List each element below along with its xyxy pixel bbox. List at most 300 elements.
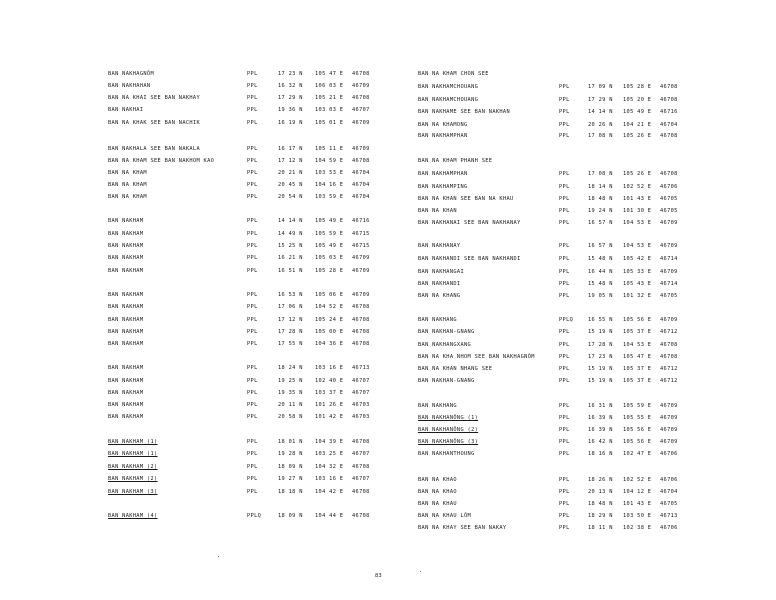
- longitude: 105 00 E: [315, 329, 344, 335]
- place-name: BAN NA KHAN NHANG SEE: [418, 366, 493, 372]
- map-sheet-number: 46707: [352, 107, 370, 113]
- place-name: BAN NAKHAME SEE BAN NAKHAN: [418, 109, 511, 115]
- longitude: 102 52 E: [623, 184, 652, 190]
- map-sheet-number: 46708: [352, 464, 370, 470]
- map-sheet-number: 46713: [660, 513, 678, 519]
- longitude: 101 43 E: [623, 196, 652, 202]
- feature-designation: PPL: [559, 366, 570, 372]
- map-sheet-number: 46709: [352, 146, 370, 152]
- latitude: 19 28 N: [278, 451, 303, 457]
- gazetteer-entry: [0, 195, 776, 204]
- map-sheet-number: 46705: [660, 293, 678, 299]
- latitude: 15 19 N: [588, 378, 613, 384]
- map-sheet-number: 46707: [352, 378, 370, 384]
- map-sheet-number: 46715: [352, 243, 370, 249]
- feature-designation: PPL: [247, 464, 258, 470]
- map-sheet-number: 46709: [352, 120, 370, 126]
- longitude: 105 43 E: [623, 281, 652, 287]
- longitude: 104 16 E: [315, 182, 344, 188]
- latitude: 14 14 N: [588, 109, 613, 115]
- latitude: 18 29 N: [588, 513, 613, 519]
- gazetteer-entry: [0, 316, 776, 325]
- place-name: BAN NAKHAMPHAN: [418, 171, 468, 177]
- longitude: 105 37 E: [623, 366, 652, 372]
- feature-designation: PPL: [247, 83, 258, 89]
- longitude: 104 36 E: [315, 341, 344, 347]
- longitude: 104 53 E: [623, 220, 652, 226]
- feature-designation: PPL: [559, 329, 570, 335]
- latitude: 17 12 N: [278, 317, 303, 323]
- gazetteer-entry: [0, 292, 776, 301]
- feature-designation: PPL: [247, 146, 258, 152]
- place-name: BAN NAKHANG: [418, 317, 457, 323]
- place-name: BAN NAKHANG: [418, 403, 457, 409]
- latitude: 17 28 N: [278, 329, 303, 335]
- latitude: 16 51 N: [278, 268, 303, 274]
- place-name: BAN NAKHAM: [108, 268, 144, 274]
- place-name: BAN NA KHAM PHANH SEE: [418, 158, 493, 164]
- longitude: 101 26 E: [315, 402, 344, 408]
- map-sheet-number: 46714: [660, 256, 678, 262]
- longitude: 104 52 E: [315, 304, 344, 310]
- place-name: BAN NAKHAM (1): [108, 439, 158, 445]
- place-name: BAN NA KHAM SEE BAN NAKHOM KAO: [108, 158, 215, 164]
- gazetteer-entry: [0, 268, 776, 277]
- place-name: BAN NAKHANÔNG (2): [418, 427, 479, 433]
- latitude: 15 19 N: [588, 366, 613, 372]
- feature-designation: PPL: [559, 97, 570, 103]
- place-name: BAN NA KHA NHOM SEE BAN NAKHAGNÔM: [418, 354, 535, 360]
- longitude: 105 11 E: [315, 146, 344, 152]
- scan-speck: [218, 556, 219, 557]
- place-name: BAN NA KHAM CHON SEE: [418, 71, 489, 77]
- place-name: BAN NAKHAMPHAN: [418, 133, 468, 139]
- longitude: 104 42 E: [315, 489, 344, 495]
- feature-designation: PPL: [247, 329, 258, 335]
- feature-designation: PPL: [559, 220, 570, 226]
- place-name: BAN NAKHAN-GNANG: [418, 378, 475, 384]
- map-sheet-number: 46705: [660, 196, 678, 202]
- gazetteer-entry: [0, 280, 776, 289]
- map-sheet-number: 46706: [660, 525, 678, 531]
- place-name: BAN NAKHAM: [108, 390, 144, 396]
- map-sheet-number: 46708: [352, 158, 370, 164]
- map-sheet-number: 46709: [352, 255, 370, 261]
- feature-designation: PPL: [247, 255, 258, 261]
- feature-designation: PPL: [247, 402, 258, 408]
- gazetteer-entry: [0, 83, 776, 92]
- feature-designation: PPL: [559, 513, 570, 519]
- map-sheet-number: 46706: [660, 477, 678, 483]
- place-name: BAN NAKHAM: [108, 255, 144, 261]
- map-sheet-number: 46709: [352, 83, 370, 89]
- place-name: BAN NAKHAN-GNANG: [418, 329, 475, 335]
- map-sheet-number: 46708: [352, 71, 370, 77]
- longitude: 103 25 E: [315, 451, 344, 457]
- feature-designation: PPL: [247, 218, 258, 224]
- gazetteer-entry: [0, 353, 776, 362]
- longitude: 104 44 E: [315, 513, 344, 519]
- feature-designation: PPL: [559, 403, 570, 409]
- longitude: 105 37 E: [623, 378, 652, 384]
- gazetteer-entry: [0, 500, 776, 509]
- latitude: 19 27 N: [278, 476, 303, 482]
- feature-designation: PPL: [247, 182, 258, 188]
- feature-designation: PPL: [247, 341, 258, 347]
- feature-designation: PPL: [559, 122, 570, 128]
- longitude: 105 49 E: [315, 218, 344, 224]
- feature-designation: PPL: [559, 256, 570, 262]
- feature-designation: PPLQ: [247, 513, 262, 519]
- longitude: 103 03 E: [315, 107, 344, 113]
- place-name: BAN NA KHAN: [418, 208, 457, 214]
- place-name: BAN NAKHAM (3): [108, 489, 158, 495]
- map-sheet-number: 46704: [660, 122, 678, 128]
- gazetteer-entry: [0, 96, 776, 105]
- latitude: 17 55 N: [278, 341, 303, 347]
- latitude: 17 12 N: [278, 158, 303, 164]
- feature-designation: PPL: [559, 477, 570, 483]
- latitude: 20 13 N: [588, 489, 613, 495]
- latitude: 20 54 N: [278, 194, 303, 200]
- feature-designation: PPL: [559, 342, 570, 348]
- feature-designation: PPL: [559, 451, 570, 457]
- feature-designation: PPL: [247, 71, 258, 77]
- gazetteer-entry: [0, 132, 776, 141]
- latitude: 20 26 N: [588, 122, 613, 128]
- map-sheet-number: 46706: [660, 451, 678, 457]
- place-name: BAN NAKHANAI SEE BAN NAKHANAY: [418, 220, 521, 226]
- latitude: 16 53 N: [278, 292, 303, 298]
- map-sheet-number: 46708: [352, 513, 370, 519]
- gazetteer-entry: [0, 450, 776, 459]
- latitude: 18 01 N: [278, 439, 303, 445]
- place-name: BAN NAKHAM: [108, 317, 144, 323]
- latitude: 19 25 N: [278, 378, 303, 384]
- map-sheet-number: 46708: [660, 342, 678, 348]
- longitude: 105 01 E: [315, 120, 344, 126]
- feature-designation: PPL: [247, 243, 258, 249]
- feature-designation: PPL: [247, 390, 258, 396]
- latitude: 18 09 N: [278, 513, 303, 519]
- place-name: BAN NA KHAI SEE BAN NAKHAY: [108, 95, 201, 101]
- map-sheet-number: 46708: [660, 84, 678, 90]
- latitude: 17 06 N: [278, 304, 303, 310]
- longitude: 104 12 E: [623, 489, 652, 495]
- feature-designation: PPL: [559, 84, 570, 90]
- longitude: 105 59 E: [623, 403, 652, 409]
- map-sheet-number: 46705: [660, 501, 678, 507]
- map-sheet-number: 46704: [660, 489, 678, 495]
- gazetteer-entry: [0, 402, 776, 411]
- gazetteer-entry: [0, 183, 776, 192]
- feature-designation: PPL: [247, 158, 258, 164]
- feature-designation: PPL: [559, 489, 570, 495]
- latitude: 16 39 N: [588, 415, 613, 421]
- map-sheet-number: 46708: [660, 133, 678, 139]
- gazetteer-entry: [0, 341, 776, 350]
- place-name: BAN NAKHANÔNG (3): [418, 439, 479, 445]
- gazetteer-entry: [0, 108, 776, 117]
- map-sheet-number: 46704: [352, 170, 370, 176]
- gazetteer-entry: [0, 377, 776, 386]
- longitude: 104 53 E: [623, 342, 652, 348]
- feature-designation: PPL: [247, 231, 258, 237]
- longitude: 105 56 E: [623, 427, 652, 433]
- latitude: 16 32 N: [278, 83, 303, 89]
- feature-designation: PPL: [559, 525, 570, 531]
- feature-designation: PPL: [247, 292, 258, 298]
- latitude: 17 29 N: [278, 95, 303, 101]
- gazetteer-entry: [0, 157, 776, 166]
- map-sheet-number: 46709: [660, 427, 678, 433]
- feature-designation: PPL: [247, 304, 258, 310]
- gazetteer-entry: [0, 230, 776, 239]
- latitude: 14 49 N: [278, 231, 303, 237]
- place-name: BAN NA KHAY SEE BAN NAKAY: [418, 525, 507, 531]
- latitude: 18 14 N: [588, 184, 613, 190]
- place-name: BAN NA KHAK SEE BAN NACHIK: [108, 120, 201, 126]
- longitude: 102 52 E: [623, 477, 652, 483]
- longitude: 105 21 E: [315, 95, 344, 101]
- longitude: 105 42 E: [623, 256, 652, 262]
- latitude: 15 19 N: [588, 329, 613, 335]
- latitude: 20 11 N: [278, 402, 303, 408]
- longitude: 105 24 E: [315, 317, 344, 323]
- latitude: 18 11 N: [588, 525, 613, 531]
- map-sheet-number: 46704: [352, 182, 370, 188]
- feature-designation: PPL: [247, 439, 258, 445]
- feature-designation: PPL: [559, 269, 570, 275]
- latitude: 17 23 N: [278, 71, 303, 77]
- map-sheet-number: 46708: [352, 439, 370, 445]
- latitude: 17 08 N: [588, 171, 613, 177]
- longitude: 103 16 E: [315, 365, 344, 371]
- gazetteer-entry: [0, 389, 776, 398]
- map-sheet-number: 46709: [352, 292, 370, 298]
- place-name: BAN NA KHAMONG: [418, 122, 468, 128]
- latitude: 16 44 N: [588, 269, 613, 275]
- place-name: BAN NAKHAM: [108, 402, 144, 408]
- latitude: 16 55 N: [588, 317, 613, 323]
- longitude: 105 56 E: [623, 439, 652, 445]
- feature-designation: PPL: [559, 415, 570, 421]
- latitude: 19 36 N: [278, 107, 303, 113]
- latitude: 20 58 N: [278, 414, 303, 420]
- place-name: BAN NAKHAM (2): [108, 476, 158, 482]
- latitude: 17 23 N: [588, 354, 613, 360]
- longitude: 101 42 E: [315, 414, 344, 420]
- map-sheet-number: 46703: [352, 402, 370, 408]
- gazetteer-entry: [0, 524, 776, 533]
- page-number: 83: [375, 573, 382, 579]
- longitude: 102 40 E: [315, 378, 344, 384]
- latitude: 16 19 N: [278, 120, 303, 126]
- feature-designation: PPL: [559, 354, 570, 360]
- map-sheet-number: 46707: [352, 390, 370, 396]
- latitude: 17 08 N: [588, 133, 613, 139]
- gazetteer-entry: [0, 476, 776, 485]
- longitude: 104 59 E: [315, 158, 344, 164]
- feature-designation: PPL: [559, 281, 570, 287]
- latitude: 16 17 N: [278, 146, 303, 152]
- latitude: 14 14 N: [278, 218, 303, 224]
- feature-designation: PPL: [559, 439, 570, 445]
- map-sheet-number: 46705: [660, 208, 678, 214]
- longitude: 105 49 E: [623, 109, 652, 115]
- longitude: 102 38 E: [623, 525, 652, 531]
- map-sheet-number: 46709: [660, 243, 678, 249]
- longitude: 105 26 E: [623, 133, 652, 139]
- longitude: 105 37 E: [623, 329, 652, 335]
- place-name: BAN NAKHAM: [108, 365, 144, 371]
- longitude: 103 53 E: [315, 170, 344, 176]
- gazetteer-entry: [0, 426, 776, 435]
- map-sheet-number: 46708: [352, 304, 370, 310]
- map-sheet-number: 46709: [660, 269, 678, 275]
- place-name: BAN NAKHAHAN: [108, 83, 151, 89]
- longitude: 103 59 E: [315, 194, 344, 200]
- latitude: 20 45 N: [278, 182, 303, 188]
- feature-designation: PPL: [247, 489, 258, 495]
- gazetteer-entry: [0, 488, 776, 497]
- feature-designation: PPL: [247, 414, 258, 420]
- longitude: 104 32 E: [315, 464, 344, 470]
- place-name: BAN NA KHAU: [418, 501, 457, 507]
- place-name: BAN NAKHAM: [108, 329, 144, 335]
- latitude: 16 39 N: [588, 427, 613, 433]
- map-sheet-number: 46708: [352, 329, 370, 335]
- gazetteer-entry: [0, 145, 776, 154]
- scan-speck: [420, 571, 421, 572]
- place-name: BAN NA KHANG: [418, 293, 461, 299]
- feature-designation: PPL: [247, 451, 258, 457]
- feature-designation: PPL: [559, 427, 570, 433]
- map-sheet-number: 46709: [660, 317, 678, 323]
- map-sheet-number: 46708: [352, 95, 370, 101]
- place-name: BAN NAKHAM: [108, 414, 144, 420]
- feature-designation: PPL: [247, 365, 258, 371]
- longitude: 105 20 E: [623, 97, 652, 103]
- latitude: 18 48 N: [588, 501, 613, 507]
- feature-designation: PPL: [247, 107, 258, 113]
- map-sheet-number: 46713: [352, 365, 370, 371]
- place-name: BAN NAKHAM: [108, 378, 144, 384]
- feature-designation: PPL: [559, 184, 570, 190]
- place-name: BAN NAKHANGAI: [418, 269, 465, 275]
- longitude: 104 39 E: [315, 439, 344, 445]
- feature-designation: PPL: [559, 243, 570, 249]
- place-name: BAN NAKHAM: [108, 218, 144, 224]
- longitude: 101 30 E: [623, 208, 652, 214]
- longitude: 105 33 E: [623, 269, 652, 275]
- gazetteer-entry: [0, 170, 776, 179]
- longitude: 105 28 E: [623, 84, 652, 90]
- place-name: BAN NAKHAM: [108, 304, 144, 310]
- map-sheet-number: 46712: [660, 329, 678, 335]
- map-sheet-number: 46709: [660, 403, 678, 409]
- gazetteer-entry: [0, 255, 776, 264]
- latitude: 16 31 N: [588, 403, 613, 409]
- map-sheet-number: 46708: [352, 489, 370, 495]
- place-name: BAN NA KHAO: [418, 477, 457, 483]
- feature-designation: PPL: [559, 196, 570, 202]
- map-sheet-number: 46715: [352, 231, 370, 237]
- longitude: 105 49 E: [315, 243, 344, 249]
- gazetteer-entry: [0, 219, 776, 228]
- longitude: 105 47 E: [315, 71, 344, 77]
- longitude: 105 28 E: [315, 268, 344, 274]
- place-name: BAN NAKHANAY: [418, 243, 461, 249]
- feature-designation: PPL: [559, 171, 570, 177]
- place-name: BAN NA KHAM: [108, 194, 147, 200]
- longitude: 102 47 E: [623, 451, 652, 457]
- longitude: 104 53 E: [623, 243, 652, 249]
- gazetteer-entry: [0, 328, 776, 337]
- longitude: 101 43 E: [623, 501, 652, 507]
- place-name: BAN NAKHANDI SEE BAN NAKHANDI: [418, 256, 521, 262]
- place-name: BAN NAKHANÔNG (1): [418, 415, 479, 421]
- feature-designation: PPL: [247, 120, 258, 126]
- map-sheet-number: 46716: [660, 109, 678, 115]
- map-sheet-number: 46709: [660, 439, 678, 445]
- feature-designation: PPL: [559, 501, 570, 507]
- place-name: BAN NAKHANTHOUNG: [418, 451, 475, 457]
- place-name: BAN NA KHAU LÔM: [418, 513, 472, 519]
- gazetteer-entry: [0, 242, 776, 251]
- place-name: BAN NAKHAMCHOUANG: [418, 97, 479, 103]
- latitude: 16 21 N: [278, 255, 303, 261]
- map-sheet-number: 46706: [660, 184, 678, 190]
- map-sheet-number: 46708: [352, 341, 370, 347]
- gazetteer-entry: [0, 463, 776, 472]
- feature-designation: PPL: [247, 170, 258, 176]
- place-name: BAN NAKHAM: [108, 231, 144, 237]
- map-sheet-number: 46708: [660, 97, 678, 103]
- place-name: BAN NAKHAM: [108, 341, 144, 347]
- longitude: 105 26 E: [623, 171, 652, 177]
- latitude: 15 48 N: [588, 281, 613, 287]
- longitude: 104 21 E: [623, 122, 652, 128]
- feature-designation: PPL: [559, 208, 570, 214]
- place-name: BAN NAKHAMCHOUANG: [418, 84, 479, 90]
- map-sheet-number: 46716: [352, 218, 370, 224]
- latitude: 18 24 N: [278, 365, 303, 371]
- feature-designation: PPL: [559, 293, 570, 299]
- longitude: 105 06 E: [315, 292, 344, 298]
- latitude: 17 09 N: [588, 84, 613, 90]
- map-sheet-number: 46703: [352, 414, 370, 420]
- latitude: 19 35 N: [278, 390, 303, 396]
- longitude: 105 03 E: [315, 255, 344, 261]
- latitude: 18 09 N: [278, 464, 303, 470]
- gazetteer-entry: [0, 121, 776, 130]
- map-sheet-number: 46714: [660, 281, 678, 287]
- place-name: BAN NA KHAN SEE BAN NA KHAU: [418, 196, 514, 202]
- map-sheet-number: 46707: [352, 476, 370, 482]
- gazetteer-entry: [0, 414, 776, 423]
- feature-designation: PPL: [559, 378, 570, 384]
- place-name: BAN NAKHAMPING: [418, 184, 468, 190]
- feature-designation: PPL: [559, 133, 570, 139]
- place-name: BAN NAKHAM (2): [108, 464, 158, 470]
- map-sheet-number: 46712: [660, 378, 678, 384]
- longitude: 105 56 E: [623, 317, 652, 323]
- latitude: 17 28 N: [588, 342, 613, 348]
- place-name: BAN NAKHAGNÔM: [108, 71, 155, 77]
- gazetteer-entry: [0, 512, 776, 521]
- gazetteer-entry: [0, 438, 776, 447]
